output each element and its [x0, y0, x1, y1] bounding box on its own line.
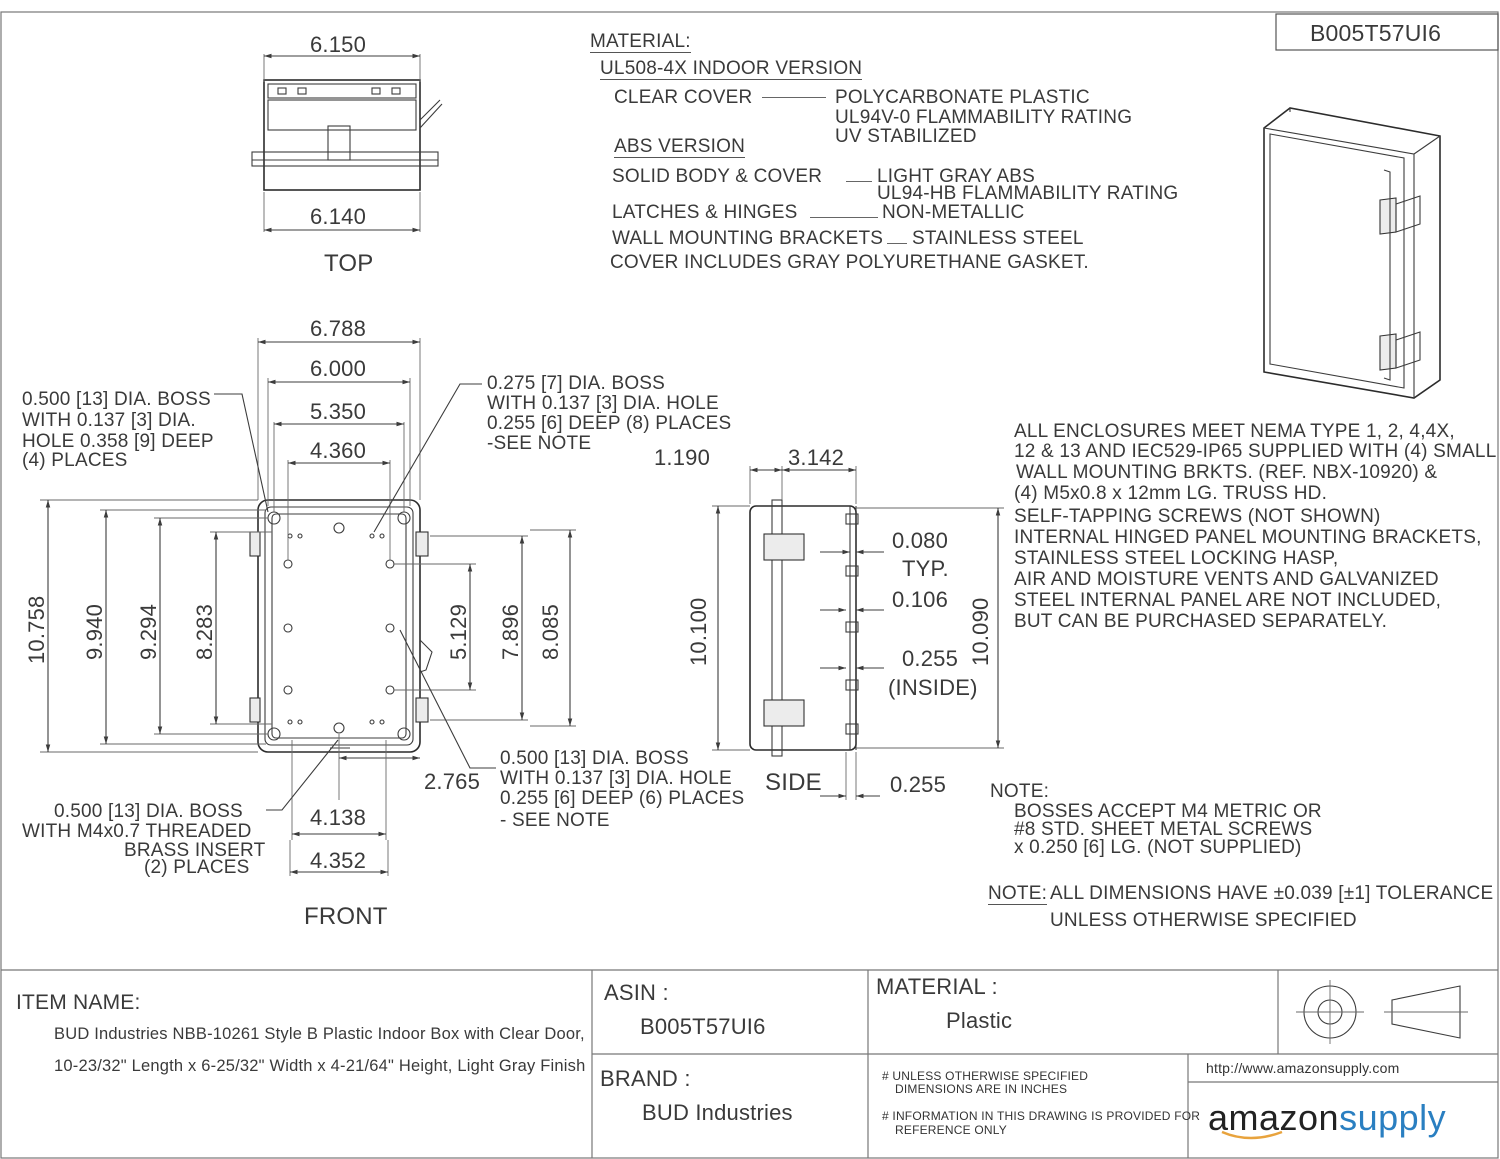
top-view-label: TOP [324, 250, 374, 277]
enclosure-note-9: STEEL INTERNAL PANEL ARE NOT INCLUDED, [1014, 590, 1442, 611]
callout-boss-right-top-3: 0.255 [6] DEEP (8) PLACES [487, 413, 732, 434]
top-dim-width: 6.150 [310, 32, 367, 57]
callout-boss-right-bottom-3: 0.255 [6] DEEP (6) PLACES [500, 788, 745, 809]
callout-boss-left-bottom-1: 0.500 [13] DIA. BOSS [54, 801, 243, 822]
front-dim-right-3: 8.085 [538, 603, 563, 660]
side-dim-h2: 10.090 [968, 597, 993, 666]
clear-cover-line-1: POLYCARBONATE PLASTIC [835, 87, 1090, 108]
front-dim-left-1: 10.758 [24, 595, 49, 664]
callout-boss-left-top-3: HOLE 0.358 [9] DEEP [22, 431, 214, 452]
item-name-label: ITEM NAME: [16, 991, 141, 1014]
ul-version: UL508-4X INDOOR VERSION [600, 58, 863, 79]
side-dim-c2: TYP. [902, 556, 949, 581]
callout-boss-left-top-1: 0.500 [13] DIA. BOSS [22, 389, 211, 410]
enclosure-note-7: STAINLESS STEEL LOCKING HASP, [1014, 548, 1339, 569]
front-dim-right-2: 7.896 [498, 603, 523, 660]
enclosure-note-10: BUT CAN BE PURCHASED SEPARATELY. [1014, 611, 1388, 632]
callout-boss-right-bottom-4: - SEE NOTE [500, 810, 610, 831]
side-dim-h1: 10.100 [686, 597, 711, 666]
solid-body-line-1: LIGHT GRAY ABS [877, 166, 1036, 187]
enclosure-note-8: AIR AND MOISTURE VENTS AND GALVANIZED [1014, 569, 1439, 590]
front-dim-bottom-3: 4.352 [310, 848, 367, 873]
abs-version: ABS VERSION [614, 136, 746, 157]
side-dim-d: 0.106 [892, 587, 949, 612]
front-dim-left-4: 8.283 [192, 603, 217, 660]
clear-cover-label: CLEAR COVER [614, 87, 753, 108]
clear-cover-line-3: UV STABILIZED [835, 126, 977, 147]
front-dim-top-2: 6.000 [310, 356, 367, 381]
brand-value: BUD Industries [642, 1100, 793, 1125]
latches-value: NON-METALLIC [882, 202, 1025, 223]
callout-boss-left-bottom-4: (2) PLACES [144, 857, 250, 878]
unless-line-2: DIMENSIONS ARE IN INCHES [895, 1082, 1068, 1096]
enclosure-note-3: WALL MOUNTING BRKTS. (REF. NBX-10920) & [1016, 462, 1438, 483]
clear-cover-line-2: UL94V-0 FLAMMABILITY RATING [835, 107, 1133, 128]
callout-boss-right-top-4: -SEE NOTE [487, 433, 592, 454]
top-dim-width-2: 6.140 [310, 204, 367, 229]
note2-line-1: ALL DIMENSIONS HAVE ±0.039 [±1] TOLERANCE [1050, 883, 1494, 904]
enclosure-note-4: (4) M5x0.8 x 12mm LG. TRUSS HD. [1014, 483, 1328, 504]
front-dim-top-3: 5.350 [310, 399, 367, 424]
item-name-line-1: BUD Industries NBB-10261 Style B Plastic Indoor Box with Clear Door, [54, 1025, 585, 1043]
front-dim-left-3: 9.294 [136, 603, 161, 660]
front-dim-bottom-1: 2.765 [424, 769, 481, 794]
leader-line [810, 216, 878, 218]
leader-line [762, 96, 826, 98]
projection-symbol [1296, 980, 1468, 1044]
latches-label: LATCHES & HINGES [612, 202, 798, 223]
enclosure-note-5: SELF-TAPPING SCREWS (NOT SHOWN) [1014, 506, 1381, 527]
side-dim-e: 0.255 [902, 646, 959, 671]
wall-value: STAINLESS STEEL [912, 228, 1084, 249]
wall-label: WALL MOUNTING BRACKETS [612, 228, 884, 249]
info-line-2: REFERENCE ONLY [895, 1123, 1007, 1137]
callout-boss-left-top-2: WITH 0.137 [3] DIA. [22, 410, 196, 431]
material-title: MATERIAL: [590, 31, 691, 52]
solid-body-line-2: UL94-HB FLAMMABILITY RATING [877, 183, 1179, 204]
front-dim-bottom-2: 4.138 [310, 805, 367, 830]
front-dim-right-1: 5.129 [446, 603, 471, 660]
material-label: MATERIAL : [876, 974, 998, 999]
side-view-label: SIDE [765, 769, 822, 796]
item-name-line-2: 10-23/32" Length x 6-25/32" Width x 4-21/64" Height, Light Gray Finish [54, 1057, 586, 1075]
front-dim-left-2: 9.940 [82, 603, 107, 660]
note1-title: NOTE: [990, 781, 1050, 802]
brand-label: BRAND : [600, 1066, 691, 1091]
material-value: Plastic [946, 1008, 1013, 1033]
part-number: B005T57UI6 [1310, 20, 1442, 46]
front-view-label: FRONT [304, 903, 388, 930]
side-dim-b: 3.142 [788, 445, 845, 470]
note1-line-2: #8 STD. SHEET METAL SCREWS [1014, 819, 1313, 840]
note1-line-3: x 0.250 [6] LG. (NOT SUPPLIED) [1014, 837, 1302, 858]
note2-line-2: UNLESS OTHERWISE SPECIFIED [1050, 910, 1357, 931]
side-dim-a: 1.190 [654, 445, 711, 470]
front-dim-top-1: 6.788 [310, 316, 367, 341]
asin-value: B005T57UI6 [640, 1014, 766, 1039]
side-dim-f: 0.255 [890, 772, 947, 797]
note1-line-1: BOSSES ACCEPT M4 METRIC OR [1014, 801, 1322, 822]
enclosure-note-2: 12 & 13 AND IEC529-IP65 SUPPLIED WITH (4) SMALL [1014, 441, 1497, 462]
callout-boss-left-top-4: (4) PLACES [22, 450, 128, 471]
supplier-url[interactable]: http://www.amazonsupply.com [1206, 1060, 1400, 1076]
info-line-1: # INFORMATION IN THIS DRAWING IS PROVIDED FOR [882, 1109, 1201, 1123]
enclosure-note-6: INTERNAL HINGED PANEL MOUNTING BRACKETS, [1014, 527, 1482, 548]
isometric-box-drawing [1264, 108, 1440, 398]
side-dim-c: 0.080 [892, 528, 949, 553]
unless-line-1: # UNLESS OTHERWISE SPECIFIED [882, 1069, 1089, 1083]
leader-line [846, 180, 872, 182]
callout-boss-right-bottom-1: 0.500 [13] DIA. BOSS [500, 748, 689, 769]
amazonsupply-logo: amazonsupply [1208, 1097, 1447, 1138]
callout-boss-right-top-1: 0.275 [7] DIA. BOSS [487, 373, 666, 394]
asin-label: ASIN : [604, 980, 669, 1005]
leader-line [887, 242, 907, 244]
note2-title: NOTE: [988, 883, 1048, 904]
side-dim-e2: (INSIDE) [888, 675, 978, 700]
side-view-drawing [712, 466, 1004, 800]
front-dim-top-4: 4.360 [310, 438, 367, 463]
callout-boss-right-top-2: WITH 0.137 [3] DIA. HOLE [487, 393, 719, 414]
callout-boss-right-bottom-2: WITH 0.137 [3] DIA. HOLE [500, 768, 732, 789]
enclosure-note-1: ALL ENCLOSURES MEET NEMA TYPE 1, 2, 4,4X, [1014, 421, 1455, 442]
solid-body-label: SOLID BODY & COVER [612, 166, 823, 187]
gasket-note: COVER INCLUDES GRAY POLYURETHANE GASKET. [610, 252, 1089, 273]
callout-boss-left-bottom-3: BRASS INSERT [124, 840, 266, 861]
callout-boss-left-bottom-2: WITH M4x0.7 THREADED [22, 821, 252, 842]
